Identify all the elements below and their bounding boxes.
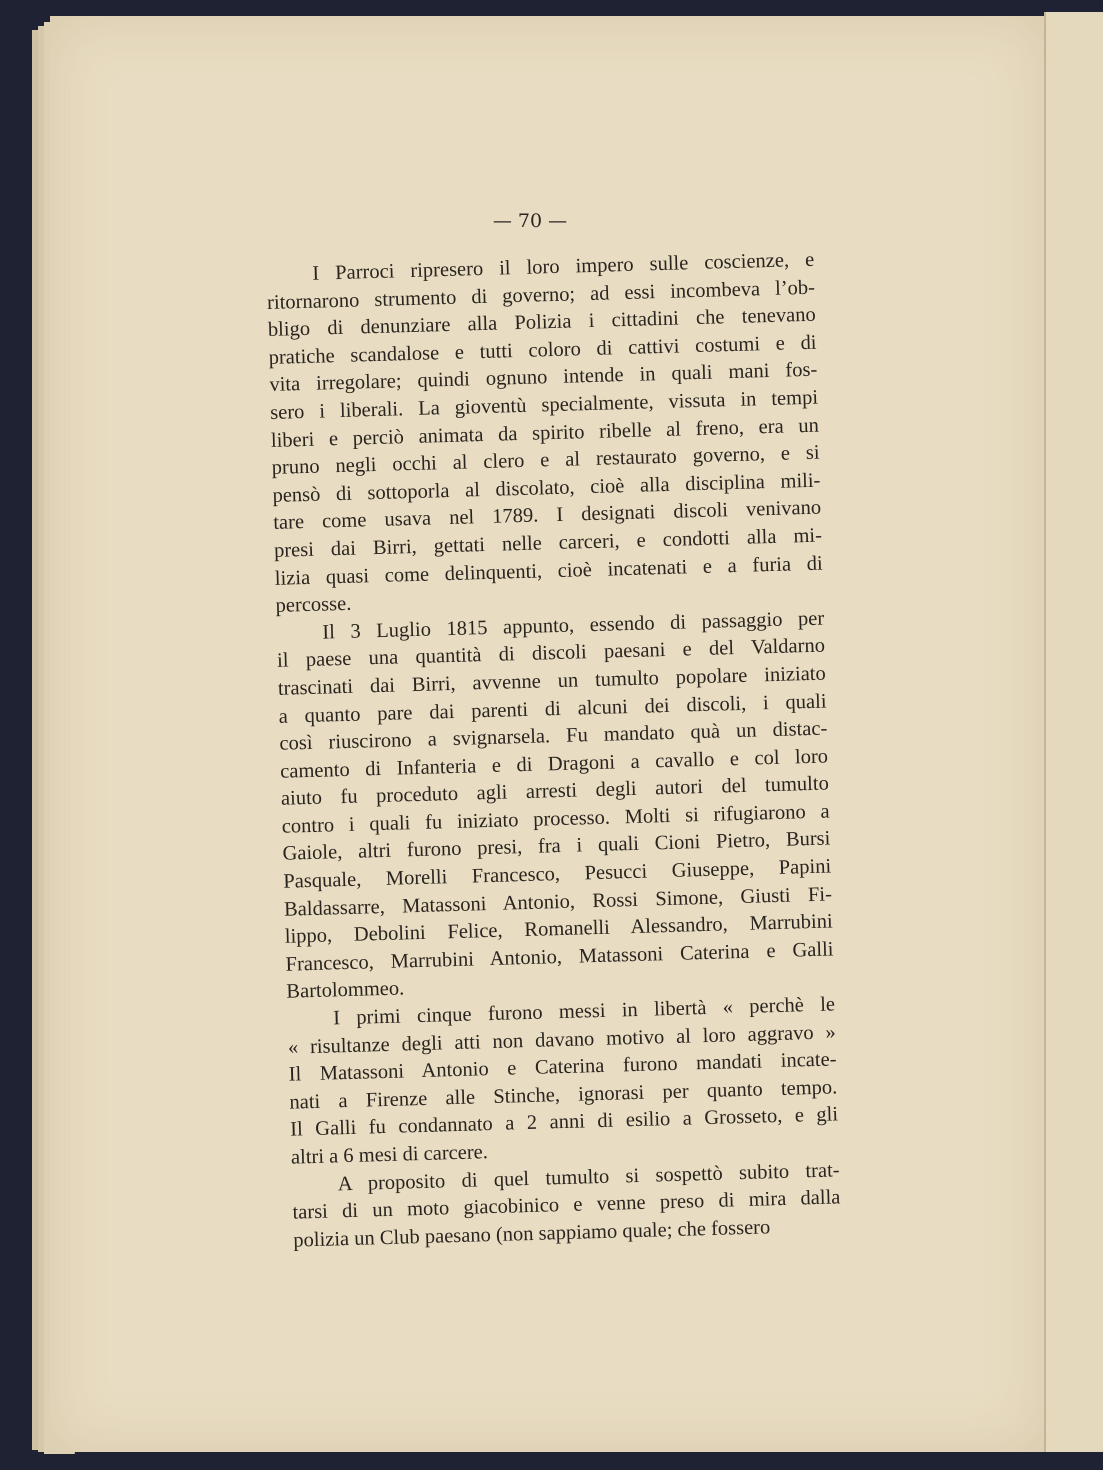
text-line: Gaiole, altri furono presi, fra i quali Cioni Pietro, Bursi [282, 827, 831, 866]
paragraph [276, 605, 835, 1006]
body-text [266, 247, 842, 1255]
paragraph [266, 247, 824, 621]
text-line: I primi cinque furono messi in libertà « perchè le [332, 993, 836, 1030]
text-line: ritornarono strumento di governo; ad essi incombeva l’ob- [266, 276, 816, 314]
text-line: nati a Firenze alle Stinche, ignorasi per quanto tempo. [289, 1076, 838, 1114]
text-line: Il Galli fu condannato a 2 anni di esilio a Grosseto, e gli [289, 1103, 839, 1142]
text-line: lippo, Debolini Felice, Romanelli Alessandro, Marrubini [284, 910, 833, 948]
text-line: lizia quasi come delinquenti, cioè incatenati e a furia di [274, 552, 823, 590]
text-line: Pasquale, Morelli Francesco, Pesucci Giuseppe, Papini [283, 855, 832, 893]
paragraph [291, 1157, 841, 1255]
text-line: « risultanze degli atti non davano motivo al loro aggravo » [287, 1021, 837, 1059]
text-line: altri a 6 mesi di carcere. [290, 1141, 489, 1169]
text-line: I Parroci ripresero il loro impero sulle coscienze, e [312, 248, 815, 285]
text-line: così riuscirono a svignarsela. Fu mandato quà un distac- [279, 717, 828, 755]
text-line: vita irregolare; quindi ognuno intende in quali mani fos- [269, 359, 818, 397]
text-line: a quanto pare dai parenti di alcuni dei discoli, i quali [278, 690, 827, 728]
text-line: sero i liberali. La gioventù specialmente, vissuta in tempi [269, 386, 819, 424]
text-line: liberi e perciò animata da spirito ribelle al freno, era un [270, 414, 820, 452]
text-line: polizia un Club paesano (non sappiamo quale; che fossero [293, 1216, 771, 1252]
text-line: trascinati dai Birri, avvenne un tumulto popolare iniziato [277, 662, 827, 700]
text-line: tare come usava nel 1789. I designati discoli venivano [272, 496, 822, 535]
text-line: percosse. [275, 592, 352, 617]
paragraph [287, 991, 839, 1172]
text-line: pruno negli occhi al clero e al restaurato governo, e si [271, 441, 820, 480]
text-line: A proposito di quel tumulto si sospettò subito trat- [337, 1158, 840, 1195]
text-line: camento di Infanteria e di Dragoni a cavallo e col loro [279, 745, 829, 783]
text-line: bligo di denunziare alla Polizia i cittadini che tenevano [267, 303, 816, 342]
text-line: contro i quali fu iniziato processo. Molti si rifugiarono a [281, 800, 830, 838]
text-line: pratiche scandalose e tutti coloro di cattivi costumi e di [268, 331, 817, 369]
page-number: — 70 — [492, 210, 568, 232]
text-line: Bartolommeo. [286, 977, 405, 1004]
text-line: aiuto fu proceduto agli arresti degli autori del tumulto [280, 772, 830, 811]
text-line: pensò di sottoporla al discolato, cioè alla disciplina mili- [272, 469, 821, 507]
text-line: presi dai Birri, gettati nelle carceri, e condotti alla mi- [273, 524, 823, 562]
text-line: tarsi di un moto giacobinico e venne preso di mira dalla [292, 1186, 841, 1224]
text-line: Baldassarre, Matassoni Antonio, Rossi Simone, Giusti Fi- [283, 883, 833, 921]
text-line: Francesco, Marrubini Antonio, Matassoni Caterina e Galli [285, 938, 834, 976]
text-line: Il Matassoni Antonio e Caterina furono mandati incate- [288, 1048, 837, 1086]
text-line: Il 3 Luglio 1815 appunto, essendo di passaggio per [322, 607, 825, 644]
text-line: il paese una quantità di discoli paesani e del Valdarno [276, 634, 826, 673]
